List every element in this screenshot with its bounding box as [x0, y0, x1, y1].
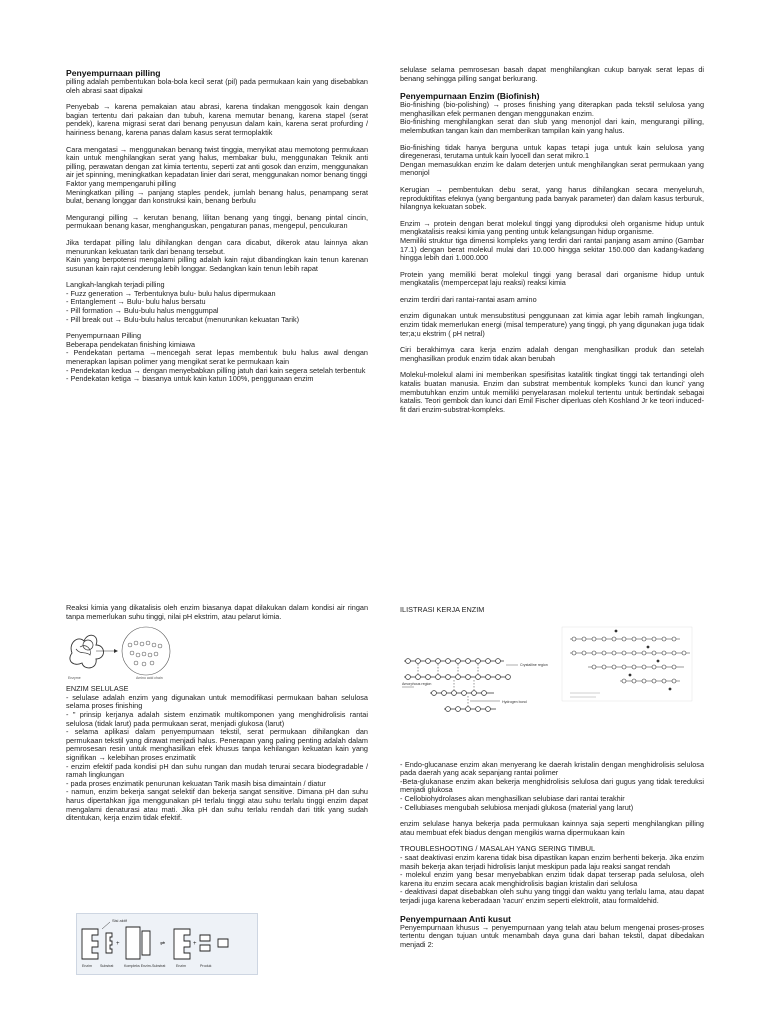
heading-pilling: Penyempurnaan pilling: [66, 68, 161, 78]
list-item: - Pill break out → Bulu-bulu halus tercabut (menurunkan kekuatan Tarik): [66, 314, 300, 324]
subheading: TROUBLESHOOTING / MASALAH YANG SERING TIMBUL: [400, 844, 596, 854]
figure-label: Kompleks Enzim-Substrat: [124, 963, 166, 968]
list-item: - Pill formation → Bulu-bulu halus menggumpal: [66, 306, 219, 316]
paragraph: Bio-finishing tidak hanya berguna untuk kapas tetapi juga untuk kain selulosa yang diregenerasi, terutama untuk kain lyocell dan serat mikro.1: [400, 142, 704, 161]
cellulase-action-diagram: [400, 617, 704, 757]
paragraph: enzim selulase hanya bekerja pada permukaan kainnya saja seperti menghilangkan pilling atau membuat efek biadus dengan mengikis warna dipermukaan kain: [400, 819, 704, 837]
list-title: Langkah-langkah terjadi pilling: [66, 280, 165, 290]
list-item: - enzim efektif pada kondisi pH dan suhu rungan dan mudah terurai secara biodegradable / ramah lingkungan: [66, 761, 368, 780]
list-item: - selulase adalah enzim yang digunakan untuk memodifikasi permukaan bahan selulosa selama proses finishing: [66, 692, 368, 711]
list-item: - Cellobiohydrolases akan menghasilkan selubiase dari rantai terakhir: [400, 793, 625, 803]
list-item: - Endo-glucanase enzim akan menyerang ke daerah kristalin dengan menghidrolisis selulosa pada daerah yang acak sepanjang rantai polimer: [400, 759, 704, 778]
paragraph: Penyebab → karena pemakaian atau abrasi, karena tindakan menggosok kain dengan bagian tertentu dari pakaian dan tubuh, karena memutar benang, karena stapel (serat pendek), karena migrasi serat dari benang penyusun dalam kain, karena serat profurding / hairiness benang, karena panas dalam kasus serat termoplaktik: [66, 102, 368, 137]
paragraph: Protein yang memiliki berat molekul tinggi yang berasal dari organisme hidup untuk mengkatalis (mempercepat laju reaksi) reaksi kimia: [400, 269, 704, 288]
list-item: - deaktivasi dapat disebabkan oleh suhu yang tinggi dan waktu yang terlalu lama, atau dapat terjadi juga karena keberadaan 'racun' enzim seperti elektrolit, atau formaldehid.: [400, 887, 704, 905]
paragraph: Reaksi kimia yang dikatalisis oleh enzim biasanya dapat dilakukan dalam kondisi air ringan tanpa memerlukan suhu tinggi, nilai pH ekstrim, atau pelarut kimia.: [66, 603, 368, 621]
paragraph: pilling adalah pembentukan bola-bola kecil serat (pil) pada permukaan kain yang disebabkan oleh abrasi saat dipakai: [66, 77, 368, 95]
section-enzim-selulase: [66, 604, 368, 975]
paragraph: Jika terdapat pilling lalu dihilangkan dengan cara dicabut, dikerok atau lainnya akan menurunkan kekuatan tarik dari benang tersebut.: [66, 237, 368, 256]
heading-enzim: Penyempurnaan Enzim (Biofinish): [400, 91, 540, 102]
paragraph: Meningkatkan pilling → panjang staples pendek, jumlah benang halus, penampang serat bulat, benang longgar dan konstruksi kain, benang berbulu: [66, 187, 368, 206]
paragraph: Molekul-molekul alami ini memberikan spesifisitas katalitik tingkat tinggi tak tertandingi oleh katalis buatan manusia. Enzim dan substrat membentuk kompleks 'kunci dan kunci' yang membutuhkan enzim untuk memiliki penyelarasan molekul tertentu untuk bertindak sebagai katalis. Teori gembok dan kunci dari Emil Fischer diperluas oleh Koshland Jr ke teori induced-fit dari enzim-substrat-kompleks.: [400, 370, 704, 414]
list-item: - molekul enzim yang besar menyebabkan enzim tidak dapat terserap pada selulosa, oleh karena itu enzim secara acak menghidrolisis bagian kristalin dari selulosa: [400, 870, 704, 888]
paragraph: Memiliki struktur tiga dimensi kompleks yang terdiri dari rantai panjang asam amino (Gambar 17.1) dengan berat molekul mulai dari 10.000 hingga sekitar 150.000 dan kadang-kadang hingga lebih dari 1.000.000: [400, 235, 704, 263]
paragraph: enzim terdiri dari rantai-rantai asam amino: [400, 294, 537, 304]
paragraph: Dengan memasukkan enzim ke dalam deterjen untuk menghilangkan serat permukaan yang menonjol: [400, 159, 704, 178]
paragraph: Enzim → protein dengan berat molekul tinggi yang diproduksi oleh organisme hidup untuk mengkatalisis reaksi kimia yang penting untuk kelangsungan hidup organisme.: [400, 218, 704, 237]
section-ilustrasi-kerja-enzim: [400, 606, 704, 949]
figure-label: Produk: [200, 963, 212, 968]
paragraph: Beberapa pendekatan finishing kimiawa: [66, 339, 195, 349]
figure-label: Sisi aktif: [112, 917, 127, 923]
figure-label: Hydrogen bond: [502, 699, 527, 704]
list-item: - namun, enzim bekerja sangat selektif dan bekerja sangat sensitive. Dimana pH dan suhu harus dipertahkan jiga menggunakan pH terlalu tinggi atau suhu terlalu tinggi enzim dapat mengalami denaturasi atau mati. Jika pH dan suhu terlalu rendah dari titik yang sudah ditentukan, kerja enzim tidak efektif.: [66, 787, 368, 823]
figure-label: Enzyme: [68, 676, 81, 681]
list-item: - " prinsip kerjanya adalah sistem enzimatik multikomponen yang menghidrolisis rantai selulosa (tidak larut) pada permukaan serat, menjadi glukosa (larut): [66, 709, 368, 728]
list-item: - selama aplikasi dalam penyempurnaan tekstil, serat permukaan dihilangkan dan permukaan tekstil yang dirawat menjadi halus. Penerapan yang paling penting adalah dalam pemrosesan resin untuk menghasilkan efek khusus tanpa kehilangan kekuatan kain yang signifikan → kelebihan proses enzimatik: [66, 727, 368, 762]
paragraph: enzim digunakan untuk mensubstitusi penggunaan zat kimia agar lebih ramah lingkungan, enzim tidak memerlukan energi (misal temperature) yang tinggi, ph yang digunakan juga tidak ter;a;u ekstrim ( pH netral): [400, 311, 704, 338]
subheading: ILISTRASI KERJA ENZIM: [400, 605, 485, 614]
list-item: - Pendekatan kedua → dengan menyebabkan pilling jatuh dari kain segera setelah terbentuk: [66, 365, 366, 375]
paragraph: Cara mengatasi → menggunakan benang twist tinggia, menyikat atau memotong permukaan kain untuk menghilangkan serat yang halus, membakar bulu, menggunakan Teknik anti pilling, perawatan dengan zat kimia tertentu, seperti zat anti gosok dan enzim, menggunakan air jet spinning, meningkatkan kepadatan linier dari serat, menggunakan nomor benang tinggi: [66, 144, 368, 180]
list-item: - pada proses enzimatik penurunan kekuatan Tarik masih bisa dimaintain / diatur: [66, 778, 326, 788]
list-item: -Beta-glukanase enzim akan bekerja menghidrolisis selulosa dari gugus yang tidak tereduksi menjadi glukosa: [400, 776, 704, 795]
list-item: - Pendekatan pertama →mencegah serat lepas membentuk bulu halus awal dengan menerapkan lapisan polimer yang mengikat serat ke permukaan kain: [66, 348, 368, 367]
heading-anti-kusut: Penyempurnaan Anti kusut: [400, 913, 511, 924]
svg-text:⇌: ⇌: [160, 940, 166, 947]
subheading: Penyempurnaan Pilling: [66, 331, 142, 341]
paragraph: Kain yang berpotensi mengalami pilling adalah kain rajut dibandingkan kain tenun karenan susunan kain rajut cenderung lebih longgar. Sedangkan kain tenun lebih rapat: [66, 255, 368, 273]
paragraph: Kerugian → pembentukan debu serat, yang harus dihilangkan secara menyeluruh, reproduktifitas efeknya (yang bergantung pada banyak parameter) dan dalam kasus terburuk, hilangnya kekuatan sobek.: [400, 184, 704, 212]
figure-label: Enzim: [176, 963, 186, 968]
enzyme-structure-figure: [66, 625, 226, 681]
section-enzim-biofinish: [400, 66, 704, 414]
svg-text:+: +: [193, 940, 197, 947]
svg-text:+: +: [116, 940, 120, 947]
section-pilling: [66, 68, 368, 384]
list-item: - Cellubiases mengubah selubiosa menjadi glukosa (material yang larut): [400, 802, 634, 812]
list-item: - Fuzz generation → Terbentuknya bulu- bulu halus dipermukaan: [66, 288, 276, 298]
paragraph: Mengurangi pilling → kerutan benang, lilitan benang yang tinggi, benang pintal cincin, permukaan benang kasar, menghanguskan, pengaturan panas, mengepul, pencukuran: [66, 212, 368, 231]
figure-label: Amorphous region: [402, 681, 432, 686]
paragraph: Penyempurnaan khusus → penyempurnaan yang telah atau belum mengenai proses-proses tertentu dengan tujuan untuk menambah daya guna dari bahan tekstil, dapat dibedakan menjadi 2:: [400, 922, 704, 949]
subheading: ENZIM SELULASE: [66, 684, 129, 694]
paragraph: Ciri berakhirnya cara kerja enzim adalah dengan menghasilkan produk dan setelah menghasilkan produk enzim tidak akan berubah: [400, 345, 704, 363]
list-item: - saat deaktivasi enzim karena tidak bisa dipastikan kapan enzim berhenti bekerja. Jika enzim masih bekerja akan terjadi hidrolisis lanjut meskipun pada laju reaksi sangat rendah: [400, 852, 704, 871]
paragraph: Bio-finishing (bio-polishing) → proses finishing yang diterapkan pada tekstil selulosa yang menghasilkan efek permanen dengan menggunakan enzim.: [400, 100, 704, 118]
enzyme-substrate-diagram: [76, 913, 258, 975]
figure-label: Crystalline region: [520, 662, 548, 667]
paragraph: Bio-finishing menghilangkan serat dan slub yang menonjol dari kain, mengurangi pilling, melembutkan tangan kain dan memberikan tampilan kain yang halus.: [400, 117, 704, 135]
figure-label: Enzim: [82, 963, 92, 968]
list-item: - Pendekatan ketiga → biasanya untuk kain katun 100%, penggunaan enzim: [66, 374, 314, 384]
paragraph: selulase selama pemrosesan basah dapat menghilangkan cukup banyak serat lepas di benang sehingga pilling sangat berkurang.: [400, 65, 704, 83]
list-item: - Entanglement → Bulu- bulu halus bersatu: [66, 297, 206, 307]
figure-label: Substrat: [100, 963, 114, 968]
figure-label: Amino acid chain: [136, 676, 163, 681]
paragraph: Faktor yang mempengaruhi pilling: [66, 178, 176, 188]
